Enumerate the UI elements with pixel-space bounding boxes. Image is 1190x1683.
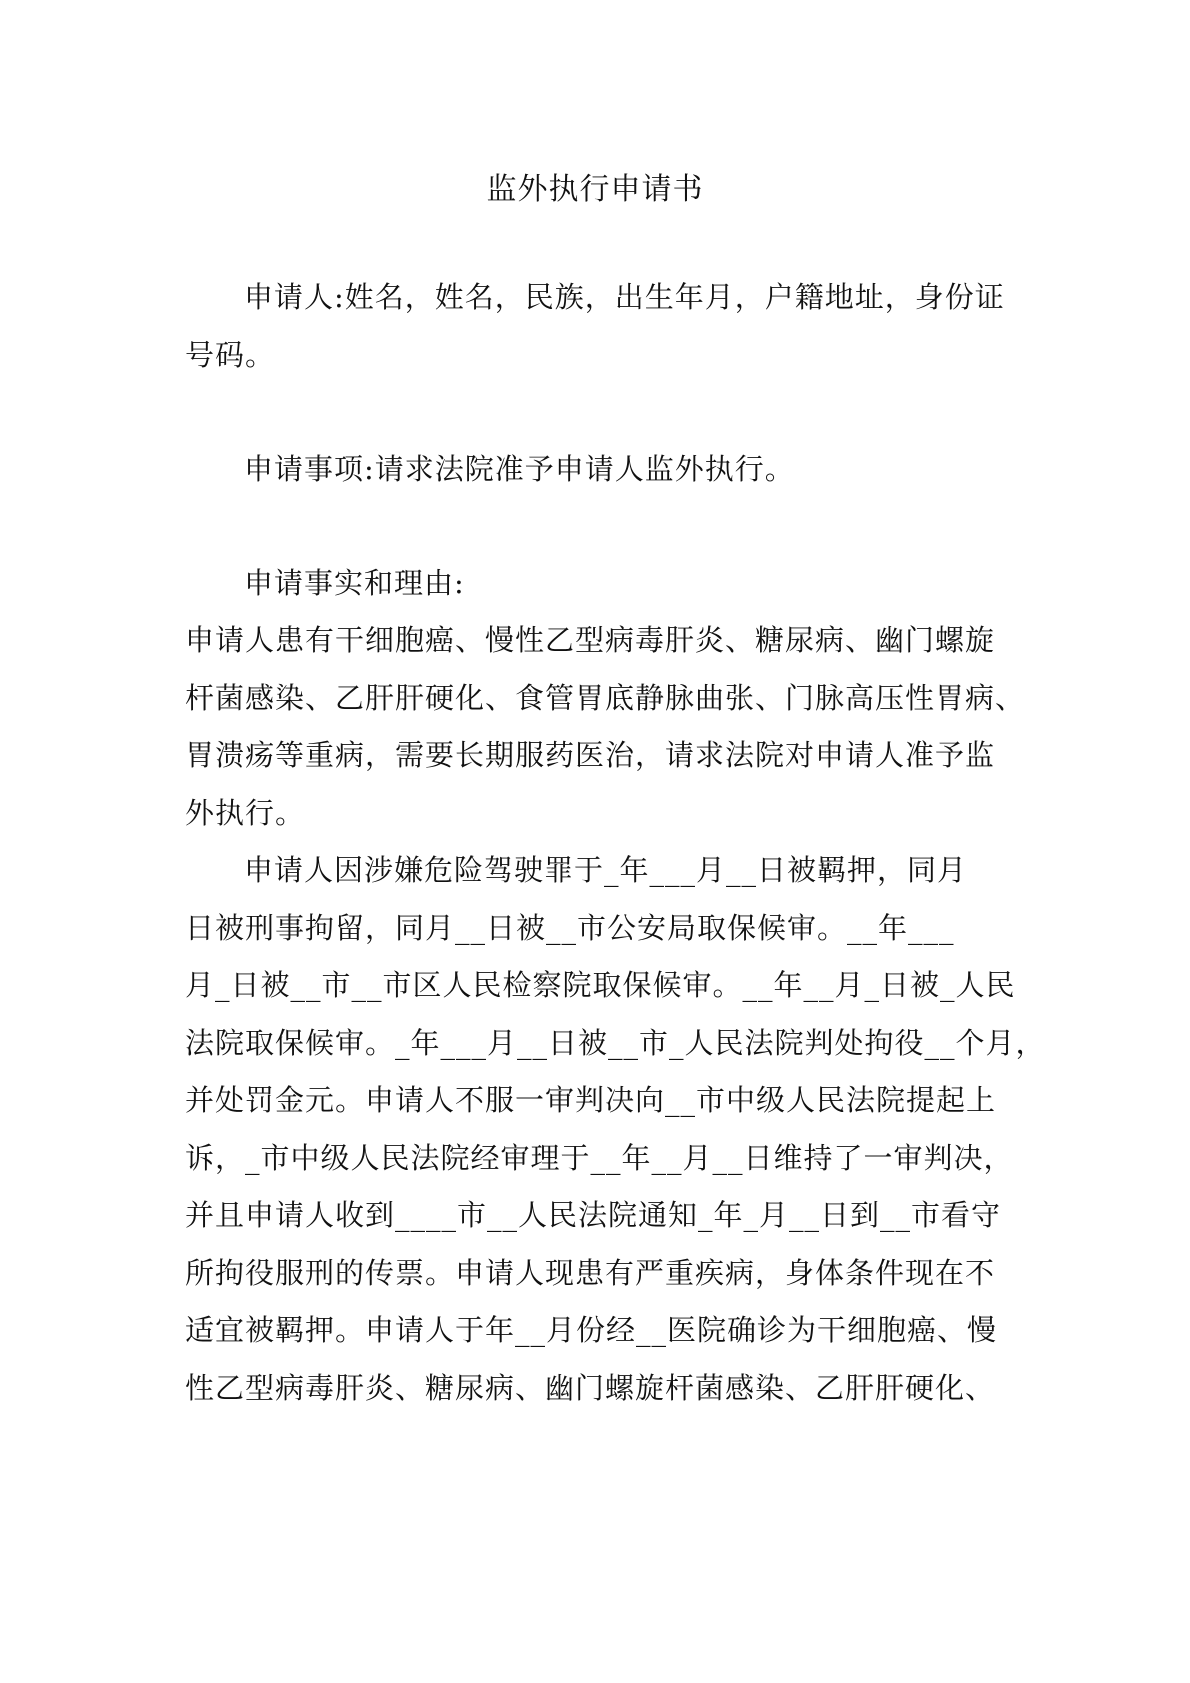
- paragraph-2-line-2: 日被刑事拘留，同月__日被__市公安局取保候审。__年___: [185, 911, 955, 945]
- paragraph-2-line-7: 并且申请人收到____市__人民法院通知_年_月__日到__市看守: [185, 1198, 1002, 1232]
- applicant-line-1: 申请人:姓名，姓名，民族，出生年月，户籍地址，身份证: [244, 280, 1005, 314]
- paragraph-2-line-5: 并处罚金元。申请人不服一审判决向__市中级人民法院提起上: [185, 1083, 997, 1117]
- paragraph-1-line-4: 外执行。: [185, 796, 306, 830]
- paragraph-2-line-9: 适宜被羁押。申请人于年__月份经__医院确诊为干细胞癌、慢: [185, 1313, 998, 1347]
- paragraph-1-line-1: 申请人患有干细胞癌、慢性乙型病毒肝炎、糖尿病、幽门螺旋: [185, 623, 996, 657]
- paragraph-2-line-4: 法院取保候审。_年___月__日被__市_人民法院判处拘役__个月，: [185, 1026, 1046, 1060]
- paragraph-2-line-10: 性乙型病毒肝炎、糖尿病、幽门螺旋杆菌感染、乙肝肝硬化、: [185, 1371, 996, 1405]
- paragraph-2-line-3: 月_日被__市__市区人民检察院取保候审。__年__月_日被_人民: [185, 968, 1016, 1002]
- document-title: 监外执行申请书: [486, 172, 704, 207]
- paragraph-1-line-3: 胃溃疡等重病，需要长期服药医治，请求法院对申请人准予监: [185, 738, 996, 772]
- paragraph-2-line-6: 诉，_市中级人民法院经审理于__年__月__日维持了一审判决，: [185, 1141, 1014, 1175]
- paragraph-2-line-1: 申请人因涉嫌危险驾驶罪于_年___月__日被羁押，同月: [244, 853, 968, 887]
- request-line: 申请事项:请求法院准予申请人监外执行。: [244, 452, 795, 486]
- applicant-line-2: 号码。: [185, 338, 276, 372]
- paragraph-2-line-8: 所拘役服刑的传票。申请人现患有严重疾病，身体条件现在不: [185, 1256, 996, 1290]
- reasons-heading: 申请事实和理由:: [244, 566, 465, 600]
- paragraph-1-line-2: 杆菌感染、乙肝肝硬化、食管胃底静脉曲张、门脉高压性胃病、: [185, 681, 1026, 715]
